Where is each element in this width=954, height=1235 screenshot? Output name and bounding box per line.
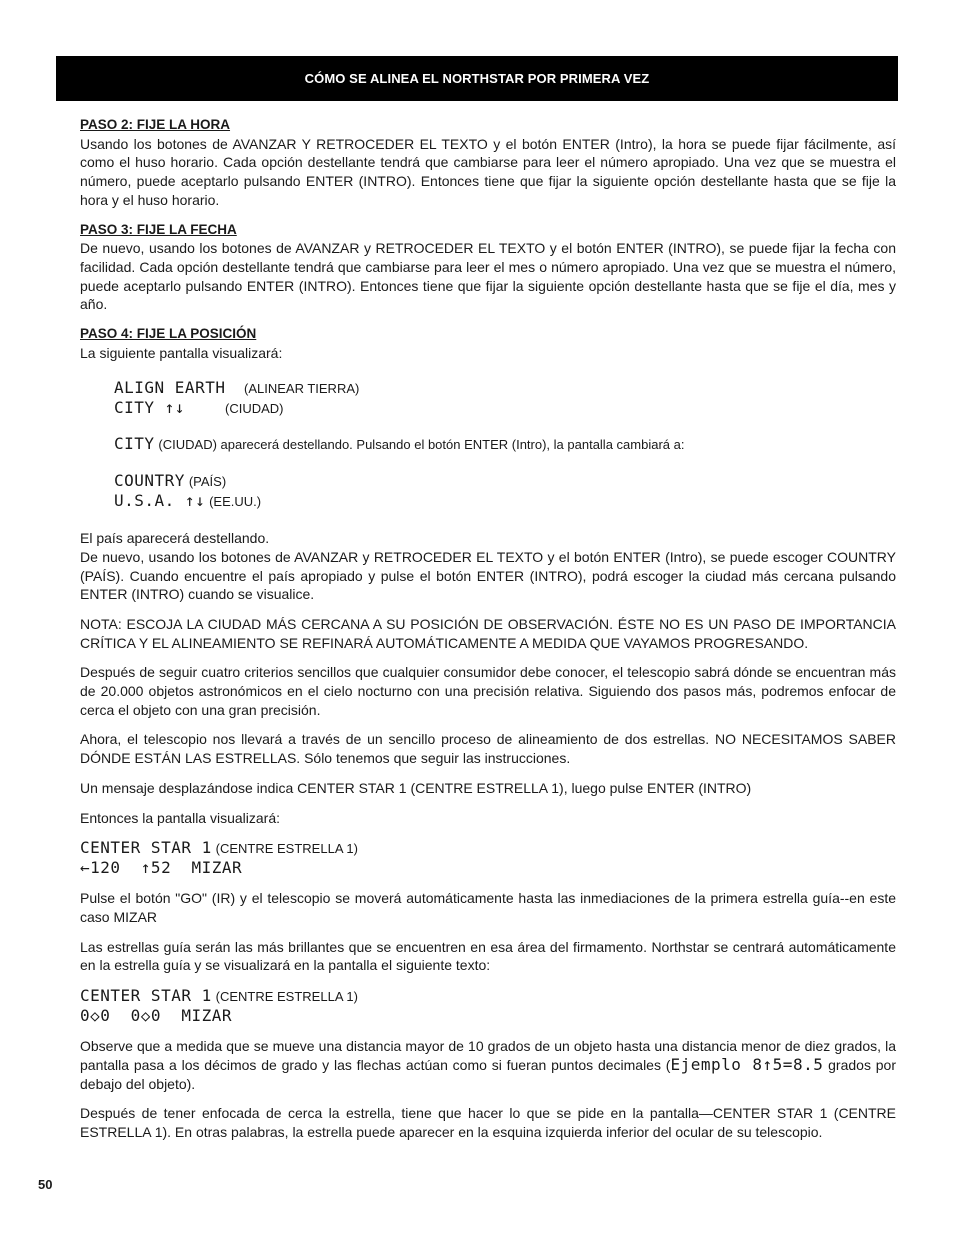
section-title: CÓMO SE ALINEA EL NORTHSTAR POR PRIMERA VEZ — [304, 71, 650, 86]
note-paragraph: NOTA: ESCOJA LA CIUDAD MÁS CERCANA A SU POSICIÓN DE OBSERVACIÓN. ÉSTE NO ES UN PASO DE IMPORTANCIA CRÍTICA Y EL ALINEAMIENTO SE REFINARÁ AUTOMÁTICAMENTE A MEDIDA QUE VAYAMOS PROGRESANDO. — [80, 615, 896, 651]
display-country — [80, 471, 896, 511]
country-body: De nuevo, usando los botones de AVANZAR y RETROCEDER EL TEXTO y el botón ENTER (Intro), se puede escoger COUNTRY (PAÍS). Cuando encuentre el país apropiado y pulse el botón ENTER (INTRO), podrá escoger la ciudad más cercana pulsando ENTER (INTRO) cuando se visualice. — [80, 548, 896, 603]
observe-end: grados por debajo del objeto). — [80, 1056, 896, 1092]
step-4-heading: PASO 4: FIJE LA POSICIÓN — [80, 326, 257, 342]
step-3-section — [80, 221, 896, 315]
lcd-example: Ejemplo 8↑5=8.5 — [670, 1054, 824, 1074]
scroll-message-paragraph: Un mensaje desplazándose indica CENTER STAR 1 (CENTRE ESTRELLA 1), luego pulse ENTER (INTRO) — [80, 779, 752, 796]
note-usa: (EE.UU.) — [209, 494, 262, 510]
note-align-earth: (ALINEAR TIERRA) — [244, 381, 360, 397]
go-button-paragraph: Pulse el botón "GO" (IR) y el telescopio se moverá automáticamente hasta las inmediaciones de la primera estrella guía--en este caso MIZAR — [80, 890, 896, 925]
display-align-earth — [80, 378, 896, 418]
lcd-center-star-1: CENTER STAR 1 — [80, 838, 212, 858]
note-center-star-1: (CENTRE ESTRELLA 1) — [215, 841, 358, 857]
section-header-bar — [56, 56, 898, 101]
step-4-intro: La siguiente pantalla visualizará: — [80, 344, 283, 361]
lcd-mizar-offset: ←120 ↑52 MIZAR — [80, 858, 243, 878]
lcd-city-inline: CITY — [114, 434, 155, 454]
document-body — [80, 116, 896, 1153]
lcd-center-star-1b: CENTER STAR 1 — [80, 986, 212, 1006]
step-2-body: Usando los botones de AVANZAR Y RETROCEDER EL TEXTO y el botón ENTER (Intro), la hora se puede fijar fácilmente, así como el huso horario. Cada opción destellante tendrá que cambiarse para leer el número apropiado. Una vez que se muestra el número, puede aceptarlo pulsando ENTER (INTRO). Entonces tiene que fijar la siguiente opción destellante hasta que se fije la hora y el huso horario. — [80, 135, 896, 208]
step-2-heading: PASO 2: FIJE LA HORA — [80, 117, 231, 132]
lcd-usa: U.S.A. ↑↓ — [114, 491, 206, 511]
country-flash-text: El país aparecerá destellando. — [80, 530, 270, 547]
step-3-body: De nuevo, usando los botones de AVANZAR y RETROCEDER EL TEXTO y el botón ENTER (INTRO), se puede fijar la fecha con facilidad. Cada opción destellante tendrá que cambiarse para leer el mes o número apropiado. Una vez que se muestra el número, puede aceptarlo pulsando ENTER (INTRO). Entonces tiene que fijar la siguiente opción destellante hasta que se fije el día, mes y año. — [80, 240, 896, 313]
observe-paragraph — [80, 1037, 896, 1093]
city-flash-desc: (CIUDAD) aparecerá destellando. Pulsando el botón ENTER (Intro), la pantalla cambiará a: — [158, 437, 685, 453]
criteria-paragraph: Después de seguir cuatro criterios sencillos que cualquier consumidor debe conocer, el telescopio sabrá dónde se encuentran más de 20.000 objetos astronómicos en el cielo nocturno con una precisión relativa. Siguiendo dos pasos más, podremos enfocar de cerca el objeto con una gran precisión. — [80, 664, 896, 718]
step-4-section — [80, 325, 896, 604]
lcd-align-earth: ALIGN EARTH — [114, 378, 226, 398]
two-star-paragraph: Ahora, el telescopio nos llevará a través de un sencillo proceso de alineamiento de dos estrellas. NO NECESITAMOS SABER DÓNDE ESTÁN LAS ESTRELLAS. Sólo tenemos que seguir las instrucciones. — [80, 731, 896, 767]
then-display-paragraph: Entonces la pantalla visualizará: — [80, 809, 281, 826]
page-number: 50 — [38, 1177, 53, 1192]
lcd-city: CITY ↑↓ — [114, 398, 185, 418]
guide-stars-paragraph: Las estrellas guía serán las más brillantes que se encuentren en esa área del firmamento. Northstar se centrará automáticamente en la estrella guía y se visualizará en la pantalla el siguiente texto: — [80, 938, 896, 974]
note-city: (CIUDAD) — [225, 401, 284, 417]
note-center-star-1b: (CENTRE ESTRELLA 1) — [215, 989, 358, 1005]
step-3-heading: PASO 3: FIJE LA FECHA — [80, 221, 237, 237]
city-flash-text — [80, 435, 896, 455]
final-paragraph: Después de tener enfocada de cerca la estrella, tiene que hacer lo que se pide en la pantalla—CENTER STAR 1 (CENTRE ESTRELLA 1). En otras palabras, la estrella puede aparecer en la esquina izquierda inferior del ocular de su telescopio. — [80, 1105, 896, 1140]
display-center-star-centered — [80, 986, 896, 1026]
note-country: (PAÍS) — [188, 474, 227, 490]
step-2-section — [80, 116, 896, 210]
lcd-mizar-centered: 0◇0 0◇0 MIZAR — [80, 1006, 232, 1026]
display-center-star-goto — [80, 838, 896, 878]
observe-text: Observe que a medida que se mueve una distancia mayor de 10 grados de un objeto hasta una distancia menor de diez grados, la pantalla pasa a los décimos de grado y las flechas actúan como si fueran puntos decimales ( — [80, 1038, 896, 1073]
lcd-country: COUNTRY — [114, 471, 185, 491]
